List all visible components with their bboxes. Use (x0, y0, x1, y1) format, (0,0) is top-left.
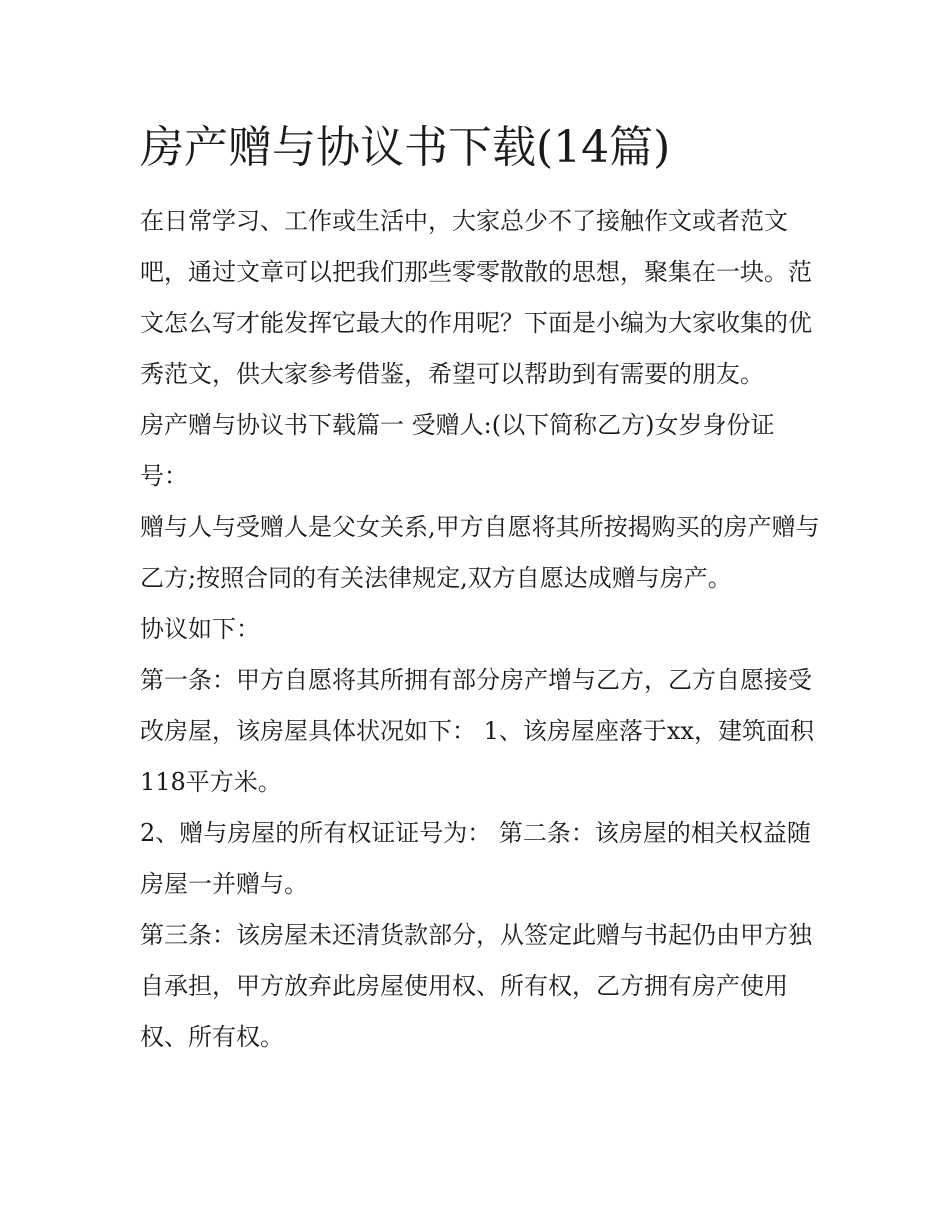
relationship-paragraph: 赠与人与受赠人是父女关系,甲方自愿将其所按揭购买的房产赠与乙方;按照合同的有关法律规定,双方自愿达成赠与房产。 (140, 513, 820, 592)
document-title: 房产赠与协议书下载(14篇) (140, 122, 671, 173)
recipient-paragraph: 房产赠与协议书下载篇一 受赠人:(以下简称乙方)女岁身份证号： (140, 411, 775, 490)
article-one-paragraph: 第一条：甲方自愿将其所拥有部分房产增与乙方，乙方自愿接受改房屋，该房屋具体状况如下： 1、该房屋座落于xx，建筑面积118平方米。 (140, 666, 814, 796)
intro-paragraph: 在日常学习、工作或生活中，大家总少不了接触作文或者范文吧，通过文章可以把我们那些零零散散的思想，聚集在一块。范文怎么写才能发挥它最大的作用呢？下面是小编为大家收集的优秀范文，供大家参考借鉴，希望可以帮助到有需要的朋友。 (140, 207, 812, 388)
article-two-paragraph: 2、赠与房屋的所有权证证号为： 第二条：该房屋的相关权益随房屋一并赠与。 (140, 819, 811, 898)
document-body (140, 118, 820, 1063)
agreement-intro-paragraph: 协议如下： (140, 615, 260, 643)
article-three-paragraph: 第三条：该房屋未还清货款部分，从签定此赠与书起仍由甲方独自承担，甲方放弃此房屋使用权、所有权，乙方拥有房产使用权、所有权。 (140, 921, 812, 1051)
